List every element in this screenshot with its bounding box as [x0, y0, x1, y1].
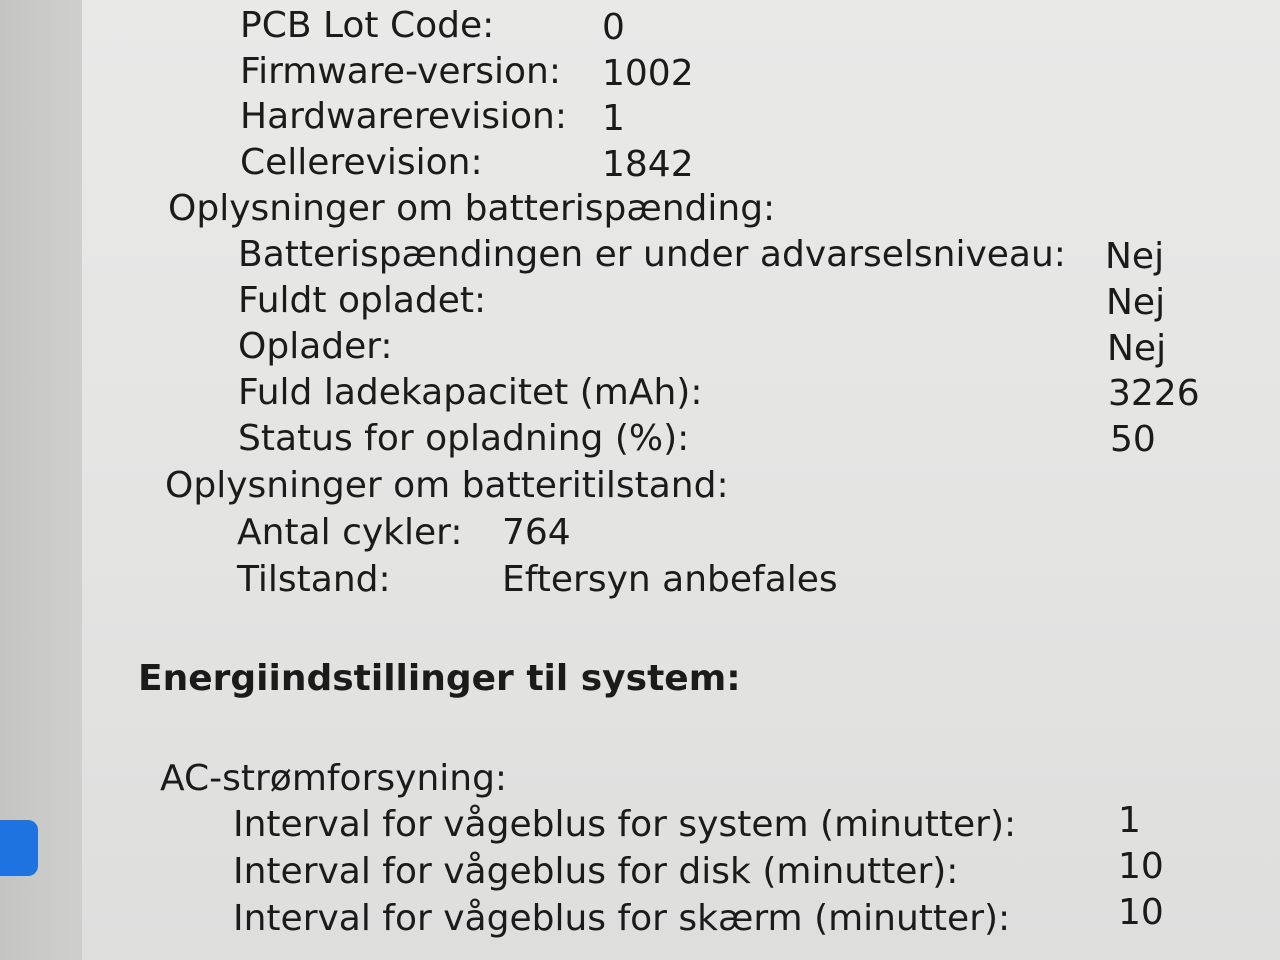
charging-value: Nej [1107, 328, 1167, 369]
charge-status-value: 50 [1110, 419, 1156, 460]
pcb-lot-code-label: PCB Lot Code: [240, 5, 495, 46]
display-sleep-value: 10 [1118, 892, 1164, 933]
charging-label: Oplader: [238, 326, 393, 367]
pcb-lot-code-value: 0 [602, 7, 625, 48]
hardware-revision-label: Hardwarerevision: [240, 96, 568, 137]
sidebar-selected-item[interactable] [0, 820, 38, 876]
full-charge-capacity-label: Fuld ladekapacitet (mAh): [238, 372, 703, 413]
condition-value: Eftersyn anbefales [502, 559, 838, 600]
fully-charged-value: Nej [1106, 282, 1166, 323]
disk-sleep-value: 10 [1118, 846, 1164, 887]
system-sleep-label: Interval for vågeblus for system (minutter): [233, 804, 1017, 845]
cell-revision-label: Cellerevision: [240, 142, 483, 183]
charge-status-label: Status for opladning (%): [238, 418, 690, 459]
fully-charged-label: Fuldt opladet: [238, 280, 487, 321]
ac-power-heading: AC-strømforsyning: [160, 758, 508, 799]
condition-label: Tilstand: [237, 559, 391, 600]
firmware-version-label: Firmware-version: [240, 51, 561, 92]
hardware-revision-value: 1 [602, 98, 625, 139]
firmware-version-value: 1002 [602, 53, 694, 94]
display-sleep-label: Interval for vågeblus for skærm (minutter): [233, 898, 1011, 939]
cell-revision-value: 1842 [602, 144, 694, 185]
cycle-count-label: Antal cykler: [237, 512, 463, 553]
full-charge-capacity-value: 3226 [1108, 373, 1200, 414]
low-voltage-warning-label: Batterispændingen er under advarselsniveau: [238, 234, 1066, 275]
energy-settings-title: Energiindstillinger til system: [138, 658, 741, 699]
cycle-count-value: 764 [502, 512, 571, 553]
health-info-heading: Oplysninger om batteritilstand: [165, 465, 729, 506]
system-sleep-value: 1 [1118, 800, 1141, 841]
disk-sleep-label: Interval for vågeblus for disk (minutter): [233, 851, 959, 892]
sidebar [0, 0, 82, 960]
voltage-info-heading: Oplysninger om batterispænding: [168, 188, 776, 229]
low-voltage-warning-value: Nej [1105, 236, 1165, 277]
